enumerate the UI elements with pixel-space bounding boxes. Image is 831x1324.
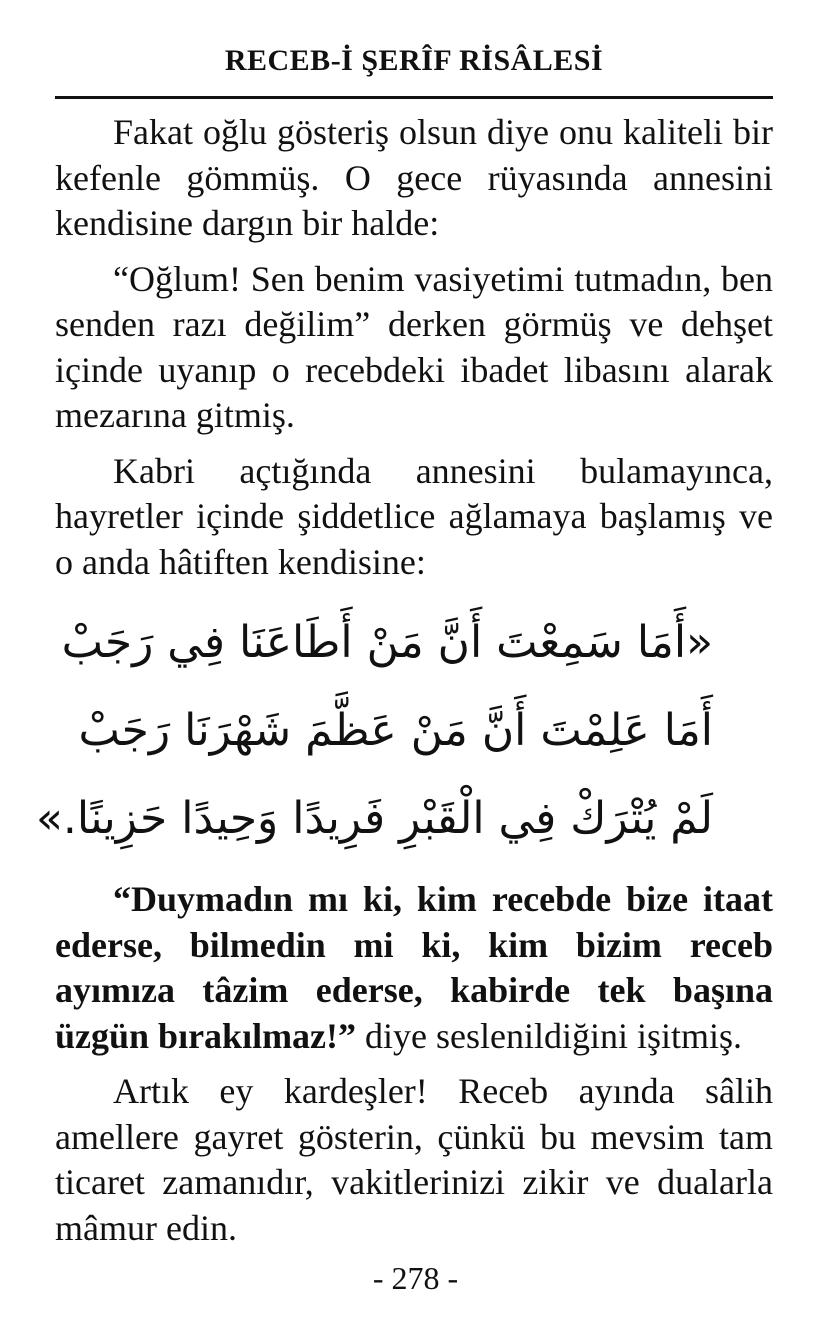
- page-body: [35, 110, 773, 1261]
- arabic-line-1: «أَمَا سَمِعْتَ أَنَّ مَنْ أَطَاعَنَا فِي رَجَبْ: [61, 617, 713, 668]
- paragraph-2: “Oğlum! Sen benim vasiyetimi tutmadın, ben senden razı değilim” derken görmüş ve dehşet içinde uyanıp o recebdeki ibadet libasını alarak mezarına gitmiş.: [55, 258, 773, 435]
- translation-quote: “Duymadın mı ki, kim recebde bize itaat ederse, bilmedin mi ki, kim bizim receb ayımıza tâzim ederse, kabirde tek başına üzgün bırakılmaz!”: [55, 879, 773, 1056]
- paragraph-4-rest: diye seslenildiğini işitmiş.: [356, 1015, 743, 1056]
- paragraph-3: Kabri açtığında annesini bulamayınca, hayretler içinde şiddetlice ağlamaya başlamış ve o anda hâtiften kendisine:: [55, 450, 773, 582]
- header-divider: [55, 96, 773, 99]
- arabic-quote-block: [35, 599, 773, 863]
- paragraph-1: Fakat oğlu gösteriş olsun diye onu kaliteli bir kefenle gömmüş. O gece rüyasında annesini kendisine dargın bir halde:: [55, 112, 773, 243]
- page-number: - 278 -: [372, 1260, 459, 1296]
- paragraph-5: Artık ey kardeşler! Receb ayında sâlih amellere gayret gösterin, çünkü bu mevsim tam ticaret zamanıdır, vakitlerinizi zikir ve dualarla mâmur edin.: [55, 1071, 773, 1248]
- arabic-line-3: لَمْ يُتْرَكْ فِي الْقَبْرِ فَرِيدًا وَحِيدًا حَزِينًا.»: [35, 793, 713, 844]
- running-head-title: RECEB-İ ŞERÎF RİSÂLESİ: [224, 44, 604, 77]
- paragraph-4: [55, 877, 773, 1059]
- arabic-line-2: أَمَا عَلِمْتَ أَنَّ مَنْ عَظَّمَ شَهْرَنَا رَجَبْ: [78, 705, 713, 756]
